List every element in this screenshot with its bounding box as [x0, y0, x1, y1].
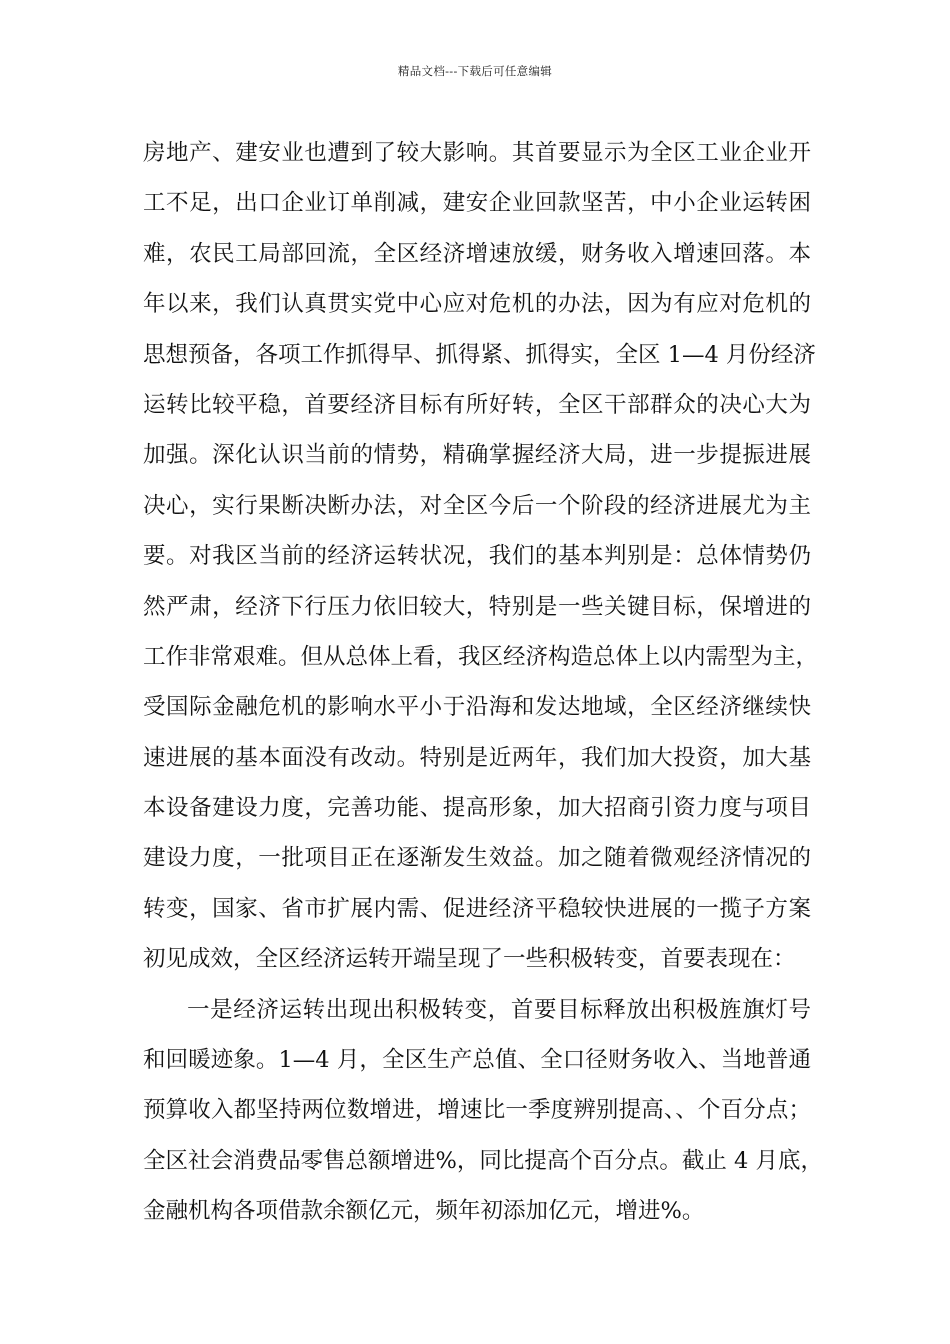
text-line: 一是经济运转出现出积极转变，首要目标释放出积极旌旗灯号 [187, 996, 811, 1023]
text-line: 全区社会消费品零售总额增进%，同比提高个百分点。截止 4 月底， [143, 1147, 824, 1174]
paragraph-1 [143, 128, 819, 985]
text-line: 难，农民工局部回流，全区经济增速放缓，财务收入增速回落。本 [143, 240, 811, 267]
paragraph-2 [143, 985, 824, 1237]
text-line: 初见成效，全区经济运转开端呈现了一些积极转变，首要表现在： [143, 946, 796, 973]
text-line: 金融机构各项借款余额亿元，频年初添加亿元，增进%。 [143, 1198, 705, 1225]
page-header: 精品文档---下载后可任意编辑 [397, 64, 553, 78]
text-line: 预算收入都坚持两位数增进，增速比一季度辨别提高、、个百分点； [143, 1097, 811, 1124]
text-line: 转变，国家、省市扩展内需、促进经济平稳较快进展的一揽子方案 [143, 895, 811, 922]
text-line: 运转比较平稳，首要经济目标有所好转，全区干部群众的决心大为 [143, 391, 811, 418]
text-line: 本设备建设力度，完善功能、提高形象，加大招商引资力度与项目 [143, 795, 811, 822]
text-line: 要。对我区当前的经济运转状况，我们的基本判别是：总体情势仍 [143, 543, 811, 570]
document-body [143, 128, 824, 1237]
text-line: 受国际金融危机的影响水平小于沿海和发达地域，全区经济继续快 [143, 694, 811, 721]
text-line: 决心，实行果断决断办法，对全区今后一个阶段的经济进展尤为主 [143, 492, 811, 519]
text-line: 工作非常艰难。但从总体上看，我区经济构造总体上以内需型为主， [143, 643, 819, 670]
text-line: 年以来，我们认真贯实党中心应对危机的办法，因为有应对危机的 [143, 291, 811, 318]
text-line: 然严肃，经济下行压力依旧较大，特别是一些关键目标，保增进的 [143, 593, 811, 620]
text-line: 思想预备，各项工作抓得早、抓得紧、抓得实，全区 1—4 月份经济 [143, 341, 816, 368]
text-line: 建设力度，一批项目正在逐渐发生效益。加之随着微观经济情况的 [143, 845, 811, 872]
text-line: 速进展的基本面没有改动。特别是近两年，我们加大投资，加大基 [143, 744, 811, 771]
text-line: 和回暖迹象。1—4 月，全区生产总值、全口径财务收入、当地普通 [143, 1047, 811, 1074]
text-line: 房地产、建安业也遭到了较大影响。其首要显示为全区工业企业开 [143, 140, 811, 166]
text-line: 工不足，出口企业订单削减，建安企业回款坚苦，中小企业运转困 [143, 190, 811, 217]
text-line: 加强。深化认识当前的情势，精确掌握经济大局，进一步提振进展 [143, 442, 811, 469]
